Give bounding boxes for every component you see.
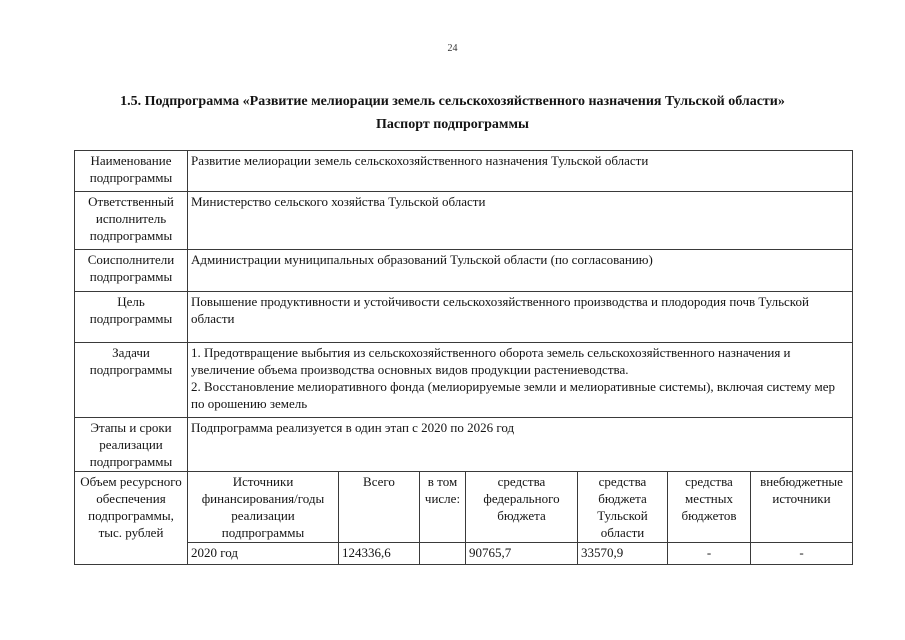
row-stages-label: Этапы и сроки реализации подпрограммы xyxy=(75,418,188,472)
funding-header-extra: внебюджетные источники xyxy=(751,472,853,543)
row-name xyxy=(75,151,853,192)
row-tasks-value xyxy=(188,343,853,418)
funding-2020-local: - xyxy=(668,543,751,565)
task-2: 2. Восстановление мелиоративного фонда (мелиорируемые земли и мелиоративные системы), включая систему мер по орошению земель xyxy=(191,379,836,411)
row-funding-2020 xyxy=(75,543,853,565)
funding-header-source: Источники финансирования/годы реализации подпрограммы xyxy=(188,472,339,543)
row-coexecutors-label: Соисполнители подпрограммы xyxy=(75,250,188,292)
row-coexecutors xyxy=(75,250,853,292)
task-1: 1. Предотвращение выбытия из сельскохозяйственного оборота земель сельскохозяйственного назначения и увеличение объема производства основных видов продукции растениеводства. xyxy=(191,345,791,377)
funding-header-local: средства местных бюджетов xyxy=(668,472,751,543)
funding-2020-federal: 90765,7 xyxy=(466,543,578,565)
row-tasks xyxy=(75,343,853,418)
row-goal xyxy=(75,292,853,343)
row-stages xyxy=(75,418,853,472)
funding-header-including: в том числе: xyxy=(420,472,466,543)
funding-header-total: Всего xyxy=(339,472,420,543)
funding-2020-year: 2020 год xyxy=(188,543,339,565)
funding-2020-extra: - xyxy=(751,543,853,565)
row-coexecutors-value: Администрации муниципальных образований Тульской области (по согласованию) xyxy=(188,250,853,292)
row-goal-label: Цель подпрограммы xyxy=(75,292,188,343)
passport-table xyxy=(74,150,853,565)
page-title: 1.5. Подпрограмма «Развитие мелиорации земель сельскохозяйственного назначения Тульской области» xyxy=(120,94,785,109)
funding-header-regional: средства бюджета Тульской области xyxy=(578,472,668,543)
row-stages-value: Подпрограмма реализуется в один этап с 2020 по 2026 год xyxy=(188,418,853,472)
page-number: 24 xyxy=(447,43,458,54)
row-name-label: Наименование подпрограммы xyxy=(75,151,188,192)
row-executor-label: Ответственный исполнитель подпрограммы xyxy=(75,192,188,250)
row-executor-value: Министерство сельского хозяйства Тульской области xyxy=(188,192,853,250)
page-subtitle: Паспорт подпрограммы xyxy=(376,117,529,132)
funding-2020-regional: 33570,9 xyxy=(578,543,668,565)
row-goal-value: Повышение продуктивности и устойчивости сельскохозяйственного производства и плодородия почв Тульской области xyxy=(188,292,853,343)
row-tasks-label: Задачи подпрограммы xyxy=(75,343,188,418)
row-funding-header xyxy=(75,472,853,543)
funding-2020-total: 124336,6 xyxy=(339,543,420,565)
row-executor xyxy=(75,192,853,250)
row-funding-label: Объем ресурсного обеспечения подпрограммы, тыс. рублей xyxy=(75,472,188,565)
funding-header-federal: средства федерального бюджета xyxy=(466,472,578,543)
funding-2020-including xyxy=(420,543,466,565)
row-name-value: Развитие мелиорации земель сельскохозяйственного назначения Тульской области xyxy=(188,151,853,192)
